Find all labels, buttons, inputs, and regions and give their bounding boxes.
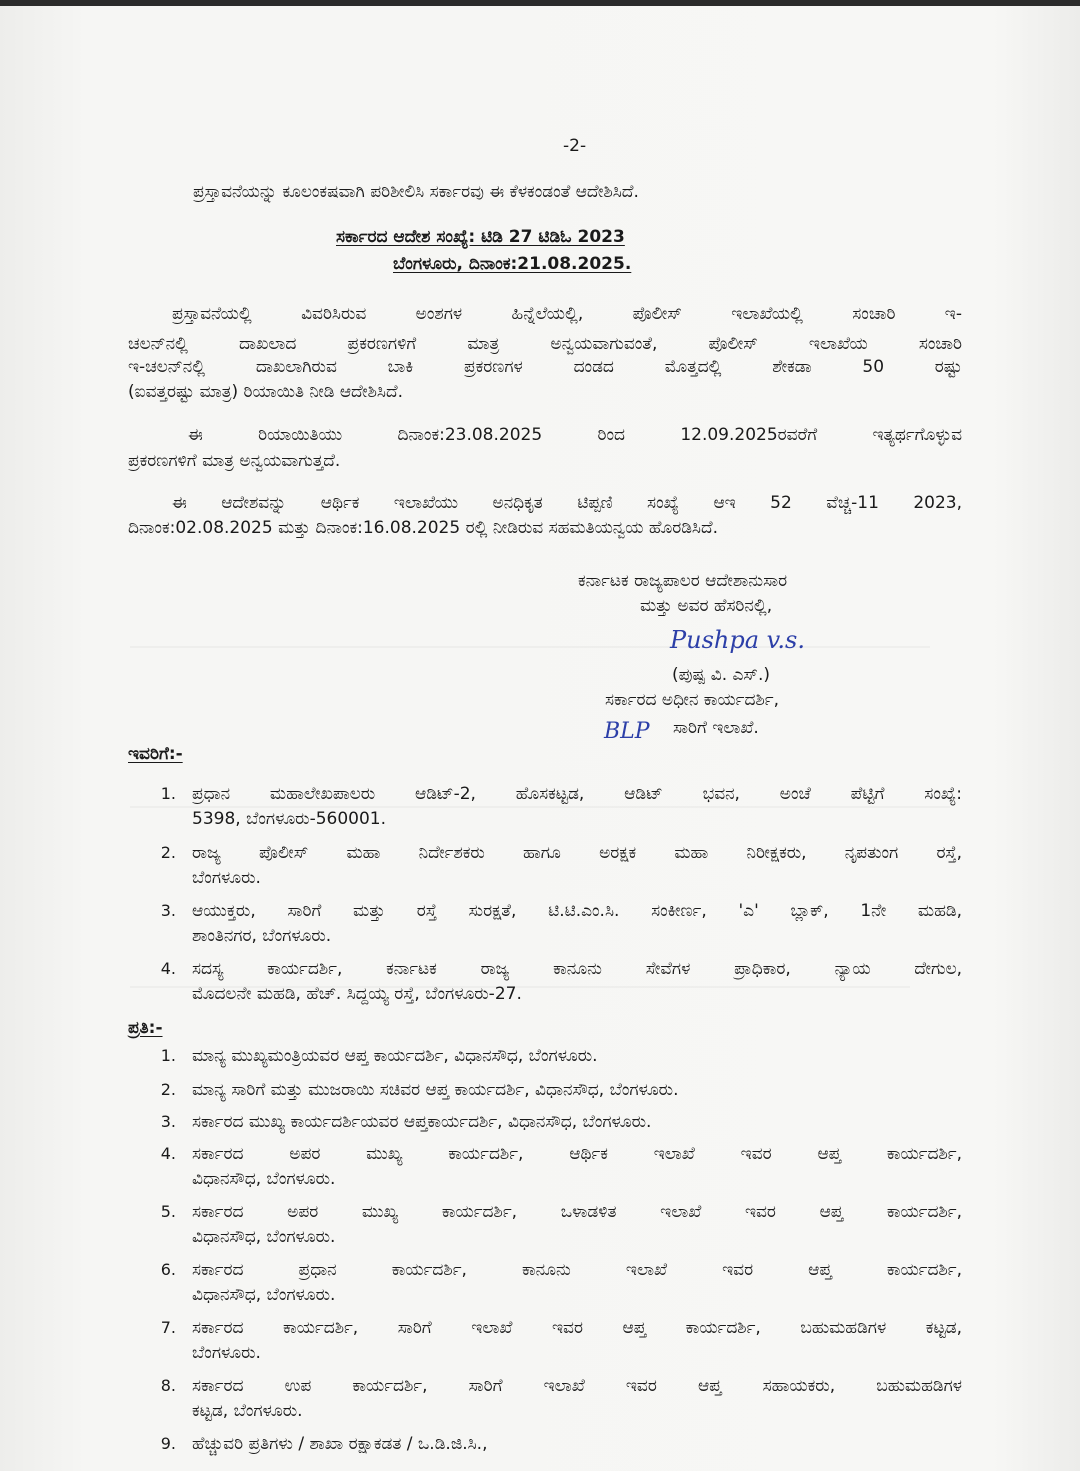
to-item-number: 4. [160,959,176,978]
to-item-number: 2. [160,843,176,862]
paragraph1-line: (ಐವತ್ತರಷ್ಟು ಮಾತ್ರ) ರಿಯಾಯಿತಿ ನೀಡಿ ಆದೇಶಿಸಿದೆ. [128,382,404,402]
copy-item-number: 1. [160,1046,176,1065]
copy-item-line: ಸರ್ಕಾರದ ಪ್ರಧಾನ ಕಾರ್ಯದರ್ಶಿ, ಕಾನೂನು ಇಲಾಖೆ ಇವರ ಆಪ್ತ ಕಾರ್ಯದರ್ಶಿ, [192,1260,962,1280]
copy-item-line: ಸರ್ಕಾರದ ಕಾರ್ಯದರ್ಶಿ, ಸಾರಿಗೆ ಇಲಾಖೆ ಇವರ ಆಪ್ತ ಕಾರ್ಯದರ್ಶಿ, ಬಹುಮಹಡಿಗಳ ಕಟ್ಟಡ, [192,1318,962,1338]
copy-item-line: ವಿಧಾನಸೌಧ, ಬೆಂಗಳೂರು. [192,1285,336,1305]
to-item-number: 1. [160,784,176,803]
to-item-line: ಶಾಂತಿನಗರ, ಬೆಂಗಳೂರು. [192,926,332,946]
to-item-line: ಆಯುಕ್ತರು, ಸಾರಿಗೆ ಮತ್ತು ರಸ್ತೆ ಸುರಕ್ಷತೆ, ಟಿ.ಟಿ.ಎಂ.ಸಿ. ಸಂಕೀರ್ಣ, 'ಎ' ಬ್ಲಾಕ್, 1ನೇ ಮಹಡಿ, [192,901,962,921]
copy-item-line: ಮಾನ್ಯ ಮುಖ್ಯಮಂತ್ರಿಯವರ ಆಪ್ತ ಕಾರ್ಯದರ್ಶಿ, ವಿಧಾನಸೌಧ, ಬೆಂಗಳೂರು. [192,1046,598,1066]
paragraph1-line: ಪ್ರಸ್ತಾವನೆಯಲ್ಲಿ ವಿವರಿಸಿರುವ ಅಂಶಗಳ ಹಿನ್ನೆಲೆಯಲ್ಲಿ, ಪೊಲೀಸ್ ಇಲಾಖೆಯಲ್ಲಿ ಸಂಚಾರಿ ಇ- [172,304,962,324]
signatory-department: ಸಾರಿಗೆ ಇಲಾಖೆ. [673,718,759,738]
paragraph2-line: ಪ್ರಕರಣಗಳಿಗೆ ಮಾತ್ರ ಅನ್ವಯವಾಗುತ್ತದೆ. [128,451,341,471]
paragraph1-line: ಇ-ಚಲನ್‌ನಲ್ಲಿ ದಾಖಲಾಗಿರುವ ಬಾಕಿ ಪ್ರಕರಣಗಳ ದಂಡದ ಮೊತ್ತದಲ್ಲಿ ಶೇಕಡಾ 50 ರಷ್ಟು [128,357,962,377]
page-number: -2- [563,136,587,156]
copy-item-number: 3. [160,1112,176,1131]
copy-item-number: 6. [160,1260,176,1279]
copy-item-number: 8. [160,1376,176,1395]
copy-heading: ಪ್ರತಿ:- [128,1018,163,1038]
to-item-line: ಬೆಂಗಳೂರು. [192,868,261,888]
authority-line: ಕರ್ನಾಟಕ ರಾಜ್ಯಪಾಲರ ಆದೇಶಾನುಸಾರ [578,571,788,591]
copy-item-line: ವಿಧಾನಸೌಧ, ಬೆಂಗಳೂರು. [192,1169,336,1189]
copy-item-line: ಕಟ್ಟಡ, ಬೆಂಗಳೂರು. [192,1401,303,1421]
signatory-designation: ಸರ್ಕಾರದ ಅಧೀನ ಕಾರ್ಯದರ್ಶಿ, [605,690,779,710]
paragraph3-line: ದಿನಾಂಕ:02.08.2025 ಮತ್ತು ದಿನಾಂಕ:16.08.2025 ರಲ್ಲಿ ನೀಡಿರುವ ಸಹಮತಿಯನ್ವಯ ಹೊರಡಿಸಿದೆ. [128,518,719,538]
copy-item-line: ಮಾನ್ಯ ಸಾರಿಗೆ ಮತ್ತು ಮುಜರಾಯಿ ಸಚಿವರ ಆಪ್ತ ಕಾರ್ಯದರ್ಶಿ, ವಿಧಾನಸೌಧ, ಬೆಂಗಳೂರು. [192,1080,679,1100]
copy-item-line: ವಿಧಾನಸೌಧ, ಬೆಂಗಳೂರು. [192,1227,336,1247]
to-heading: ಇವರಿಗೆ:- [128,744,183,764]
copy-item-number: 5. [160,1202,176,1221]
to-item-line: ಪ್ರಧಾನ ಮಹಾಲೇಖಪಾಲರು ಆಡಿಟ್-2, ಹೊಸಕಟ್ಟಡ, ಆಡಿಟ್ ಭವನ, ಅಂಚೆ ಪೆಟ್ಟಿಗೆ ಸಂಖ್ಯೆ: [192,784,962,804]
to-item-line: ಮೊದಲನೇ ಮಹಡಿ, ಹೆಚ್. ಸಿದ್ದಯ್ಯ ರಸ್ತೆ, ಬೆಂಗಳೂರು-27. [192,984,522,1004]
paragraph2-line: ಈ ರಿಯಾಯಿತಿಯು ದಿನಾಂಕ:23.08.2025 ರಿಂದ 12.09.2025ರವರೆಗೆ ಇತ್ಯರ್ಥಗೊಳ್ಳುವ [188,425,962,445]
copy-item-line: ಸರ್ಕಾರದ ಅಪರ ಮುಖ್ಯ ಕಾರ್ಯದರ್ಶಿ, ಆರ್ಥಿಕ ಇಲಾಖೆ ಇವರ ಆಪ್ತ ಕಾರ್ಯದರ್ಶಿ, [192,1144,962,1164]
copy-item-number: 2. [160,1080,176,1099]
to-item-line: ಸದಸ್ಯ ಕಾರ್ಯದರ್ಶಿ, ಕರ್ನಾಟಕ ರಾಜ್ಯ ಕಾನೂನು ಸೇವೆಗಳ ಪ್ರಾಧಿಕಾರ, ನ್ಯಾಯ ದೇಗುಲ, [192,959,962,979]
handwritten-signature: Pushpa v.s. [670,626,805,654]
to-item-line: 5398, ಬೆಂಗಳೂರು-560001. [192,809,386,829]
preamble-text: ಪ್ರಸ್ತಾವನೆಯನ್ನು ಕೂಲಂಕಷವಾಗಿ ಪರಿಶೀಲಿಸಿ ಸರ್ಕಾರವು ಈ ಕೆಳಕಂಡಂತೆ ಆದೇಶಿಸಿದೆ. [193,182,639,202]
signatory-name: (ಪುಷ್ಪ ವಿ. ಎಸ್.) [672,665,771,685]
copy-item-line: ಸರ್ಕಾರದ ಅಪರ ಮುಖ್ಯ ಕಾರ್ಯದರ್ಶಿ, ಒಳಾಡಳಿತ ಇಲಾಖೆ ಇವರ ಆಪ್ತ ಕಾರ್ಯದರ್ಶಿ, [192,1202,962,1222]
copy-item-number: 9. [160,1434,176,1453]
order-number-heading: ಸರ್ಕಾರದ ಆದೇಶ ಸಂಖ್ಯೆ: ಟಿಡಿ 27 ಟಿಡಿಓ 2023 [336,227,625,247]
paragraph1-line: ಚಲನ್‌ನಲ್ಲಿ ದಾಖಲಾದ ಪ್ರಕರಣಗಳಿಗೆ ಮಾತ್ರ ಅನ್ವಯವಾಗುವಂತೆ, ಪೊಲೀಸ್ ಇಲಾಖೆಯ ಸಂಚಾರಿ [128,334,962,354]
authority-line: ಮತ್ತು ಅವರ ಹೆಸರಿನಲ್ಲಿ, [640,596,773,616]
copy-item-number: 7. [160,1318,176,1337]
copy-item-number: 4. [160,1144,176,1163]
copy-item-line: ಸರ್ಕಾರದ ಉಪ ಕಾರ್ಯದರ್ಶಿ, ಸಾರಿಗೆ ಇಲಾಖೆ ಇವರ ಆಪ್ತ ಸಹಾಯಕರು, ಬಹುಮಹಡಿಗಳ [192,1376,962,1396]
copy-item-line: ಬೆಂಗಳೂರು. [192,1343,261,1363]
paragraph3-line: ಈ ಆದೇಶವನ್ನು ಆರ್ಥಿಕ ಇಲಾಖೆಯು ಅನಧಿಕೃತ ಟಿಪ್ಪಣಿ ಸಂಖ್ಯೆ ಆಇ 52 ವೆಚ್ಚ-11 2023, [172,493,962,513]
bleed-through-line [130,646,930,648]
to-item-line: ರಾಜ್ಯ ಪೊಲೀಸ್ ಮಹಾ ನಿರ್ದೇಶಕರು ಹಾಗೂ ಅರಕ್ಷಕ ಮಹಾ ನಿರೀಕ್ಷಕರು, ನೃಪತುಂಗ ರಸ್ತೆ, [192,843,962,863]
copy-item-line: ಹೆಚ್ಚುವರಿ ಪ್ರತಿಗಳು / ಶಾಖಾ ರಕ್ಷಾಕಡತ / ಒ.ಡಿ.ಜಿ.ಸಿ., [192,1434,488,1454]
order-date-heading: ಬೆಂಗಳೂರು, ದಿನಾಂಕ:21.08.2025. [393,254,632,274]
copy-item-line: ಸರ್ಕಾರದ ಮುಖ್ಯ ಕಾರ್ಯದರ್ಶಿಯವರ ಆಪ್ತಕಾರ್ಯದರ್ಶಿ, ವಿಧಾನಸೌಧ, ಬೆಂಗಳೂರು. [192,1112,652,1132]
to-item-number: 3. [160,901,176,920]
handwritten-initials: BLP [604,719,650,744]
